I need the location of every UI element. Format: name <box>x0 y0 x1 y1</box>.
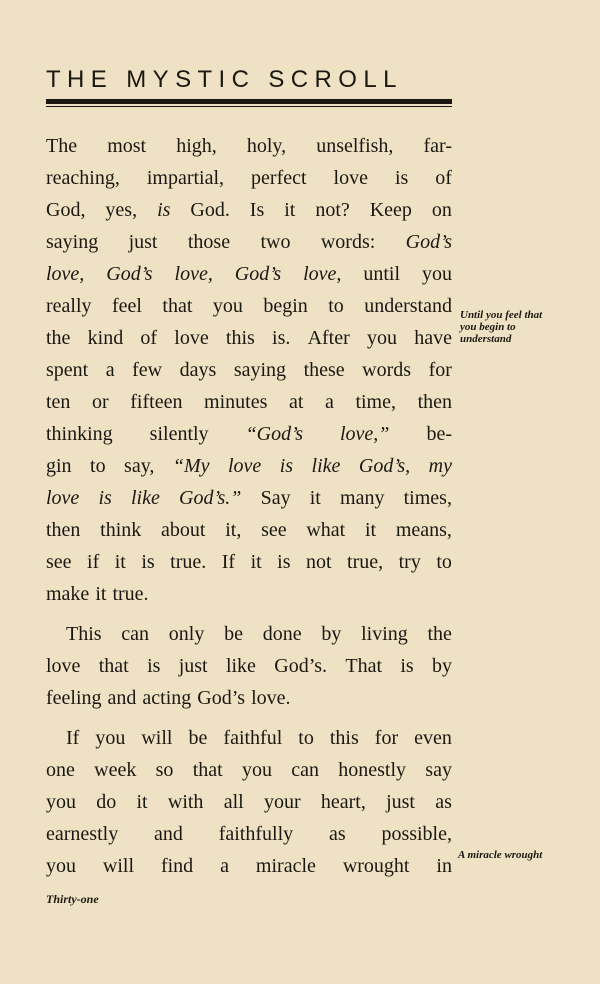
word: even <box>414 727 452 749</box>
word: it <box>309 487 321 509</box>
text-line <box>46 754 452 786</box>
word: possible, <box>381 823 452 845</box>
word: do <box>96 791 117 813</box>
word: most <box>107 135 147 157</box>
text-line <box>46 618 452 650</box>
header-rule-thin <box>46 106 452 107</box>
word: to <box>90 455 106 477</box>
word: yes, <box>105 199 138 221</box>
body-text <box>46 130 452 882</box>
word: honestly <box>338 759 407 781</box>
word: faithful <box>223 727 283 749</box>
text-line <box>46 578 452 610</box>
paragraph-1 <box>46 130 452 610</box>
word: it <box>95 583 107 605</box>
word: few <box>132 359 163 381</box>
word: The <box>46 135 78 157</box>
text-line <box>46 546 452 578</box>
margin-note-until-you-feel <box>460 309 580 345</box>
word: see <box>46 551 72 573</box>
word: to <box>328 295 344 317</box>
running-header: THE MYSTIC SCROLL <box>46 66 403 93</box>
word: If <box>66 727 80 749</box>
word: a <box>105 359 115 381</box>
word: the <box>46 327 71 349</box>
word: unselfish, <box>316 135 394 157</box>
word: God, <box>46 199 86 221</box>
word: living <box>361 623 408 645</box>
word: feel <box>111 295 142 317</box>
word: love <box>333 167 368 189</box>
word: true, <box>347 551 384 573</box>
word: say <box>425 759 452 781</box>
word: that <box>192 759 223 781</box>
word: a <box>324 391 334 413</box>
word: is. <box>272 327 291 349</box>
word: for <box>428 359 452 381</box>
word: find <box>160 855 194 877</box>
text-line <box>46 418 452 450</box>
word: Is <box>249 199 265 221</box>
word: a <box>220 855 229 877</box>
word: After <box>307 327 350 349</box>
word: it <box>284 199 296 221</box>
word: my <box>428 455 452 477</box>
word: be- <box>426 423 452 445</box>
word: have <box>414 327 452 349</box>
word: love. <box>251 687 291 709</box>
margin-note-line: you begin to <box>460 321 516 333</box>
text-line <box>46 850 452 882</box>
word: what <box>306 519 346 541</box>
word: “God’s <box>245 423 303 445</box>
word: you <box>46 791 76 813</box>
text-line <box>46 386 452 418</box>
text-line <box>46 650 452 682</box>
word: you <box>241 759 272 781</box>
word: that <box>98 655 129 677</box>
word: reaching, <box>46 167 120 189</box>
word: to <box>298 727 314 749</box>
text-line <box>46 290 452 322</box>
margin-note-line: Until you feel that <box>460 309 543 321</box>
word: Keep <box>369 199 412 221</box>
word: it <box>114 551 126 573</box>
word: impartial, <box>146 167 225 189</box>
word: until <box>363 263 400 285</box>
word: at <box>288 391 304 413</box>
word: not? <box>315 199 350 221</box>
word: the <box>427 623 452 645</box>
word: will <box>102 855 135 877</box>
word: is <box>141 551 155 573</box>
word: is <box>279 455 294 477</box>
text-line <box>46 130 452 162</box>
page-number-label: Thirty-one <box>46 892 99 906</box>
word: God’s <box>106 263 153 285</box>
word: minutes <box>204 391 268 413</box>
word: earnestly <box>46 823 119 845</box>
text-line <box>46 514 452 546</box>
text-line <box>46 682 452 714</box>
word: many <box>340 487 385 509</box>
word: by <box>321 623 342 645</box>
word: be <box>188 727 208 749</box>
word: perfect <box>251 167 307 189</box>
word: high, <box>176 135 217 157</box>
word: then <box>46 519 81 541</box>
word: love, <box>46 263 85 285</box>
word: make <box>46 583 90 605</box>
word: words: <box>320 231 376 253</box>
word: “My <box>172 455 210 477</box>
word: is <box>400 655 414 677</box>
word: true. <box>112 583 149 605</box>
word: This <box>66 623 102 645</box>
word: love,” <box>340 423 390 445</box>
word: think <box>100 519 142 541</box>
word: faithfully <box>218 823 294 845</box>
word: on <box>431 199 452 221</box>
paragraph-3 <box>46 722 452 882</box>
word: really <box>46 295 92 317</box>
word: God’s.” <box>179 487 242 509</box>
word: understand <box>364 295 452 317</box>
word: begin <box>263 295 308 317</box>
word: of <box>435 167 452 189</box>
word: it <box>250 551 262 573</box>
word: not <box>306 551 332 573</box>
word: heart, <box>320 791 366 813</box>
word: about <box>161 519 206 541</box>
word: ten <box>46 391 71 413</box>
text-line <box>46 450 452 482</box>
text-line <box>46 162 452 194</box>
word: saying <box>233 359 287 381</box>
word: feeling <box>46 687 102 709</box>
word: you <box>366 327 397 349</box>
text-line <box>46 322 452 354</box>
word: time, <box>355 391 396 413</box>
word: it, <box>225 519 242 541</box>
word: miracle <box>255 855 316 877</box>
word: silently <box>149 423 209 445</box>
word: means, <box>395 519 452 541</box>
word: love, <box>174 263 213 285</box>
word: true. <box>170 551 207 573</box>
word: your <box>263 791 301 813</box>
word: you <box>421 263 452 285</box>
word: week <box>94 759 137 781</box>
header-rule-thick <box>46 99 452 104</box>
word: this <box>225 327 255 349</box>
word: God’s. <box>274 655 328 677</box>
word: times, <box>403 487 452 509</box>
word: it <box>136 791 148 813</box>
word: spent <box>46 359 89 381</box>
word: you <box>46 855 76 877</box>
word: acting <box>142 687 192 709</box>
word: that <box>162 295 193 317</box>
text-line <box>46 786 452 818</box>
word: if <box>87 551 100 573</box>
word: done <box>262 623 302 645</box>
word: be <box>224 623 243 645</box>
word: with <box>167 791 204 813</box>
word: is <box>277 551 291 573</box>
word: one <box>46 759 75 781</box>
word: to <box>436 551 452 573</box>
word: only <box>168 623 205 645</box>
word: these <box>303 359 345 381</box>
word: all <box>223 791 244 813</box>
word: two <box>260 231 291 253</box>
word: by <box>431 655 452 677</box>
word: Say <box>260 487 291 509</box>
word: for <box>374 727 399 749</box>
word: saying <box>46 231 99 253</box>
word: love <box>227 455 262 477</box>
word: love <box>46 487 80 509</box>
text-line <box>46 226 452 258</box>
word: like <box>311 455 341 477</box>
word: see <box>261 519 287 541</box>
word: just <box>128 231 158 253</box>
word: and <box>107 687 137 709</box>
text-line <box>46 818 452 850</box>
word: so <box>155 759 174 781</box>
word: is <box>147 655 161 677</box>
word: just <box>386 791 415 813</box>
word: is <box>98 487 112 509</box>
word: just <box>178 655 208 677</box>
text-line <box>46 354 452 386</box>
word: thinking <box>46 423 113 445</box>
text-line <box>46 482 452 514</box>
word: this <box>329 727 359 749</box>
word: like <box>130 487 160 509</box>
word: say, <box>124 455 155 477</box>
word: then <box>417 391 452 413</box>
word: God’s <box>405 231 452 253</box>
word: is <box>157 199 171 221</box>
word: wrought <box>342 855 410 877</box>
word: will <box>141 727 173 749</box>
word: love <box>46 655 81 677</box>
word: in <box>436 855 452 877</box>
margin-note-line: understand <box>460 333 512 345</box>
word: can <box>121 623 150 645</box>
word: can <box>291 759 319 781</box>
word: you <box>95 727 126 749</box>
word: far- <box>423 135 452 157</box>
word: those <box>187 231 231 253</box>
word: love <box>174 327 209 349</box>
margin-note-miracle: A miracle wrought <box>458 849 543 861</box>
word: love, <box>303 263 342 285</box>
word: as <box>328 823 346 845</box>
word: fifteen <box>130 391 183 413</box>
text-line <box>46 194 452 226</box>
word: try <box>398 551 421 573</box>
word: of <box>140 327 158 349</box>
paragraph-2 <box>46 618 452 714</box>
word: If <box>221 551 236 573</box>
word: as <box>435 791 452 813</box>
text-line <box>46 722 452 754</box>
word: days <box>179 359 217 381</box>
word: it <box>364 519 377 541</box>
word: and <box>154 823 183 845</box>
word: That <box>345 655 383 677</box>
word: God’s <box>197 687 246 709</box>
word: like <box>225 655 256 677</box>
word: God’s <box>234 263 282 285</box>
word: you <box>212 295 243 317</box>
text-line <box>46 258 452 290</box>
word: God. <box>190 199 230 221</box>
word: or <box>92 391 109 413</box>
word: gin <box>46 455 72 477</box>
word: kind <box>87 327 124 349</box>
word: words <box>362 359 412 381</box>
word: holy, <box>246 135 287 157</box>
word: is <box>394 167 409 189</box>
word: God’s, <box>358 455 411 477</box>
